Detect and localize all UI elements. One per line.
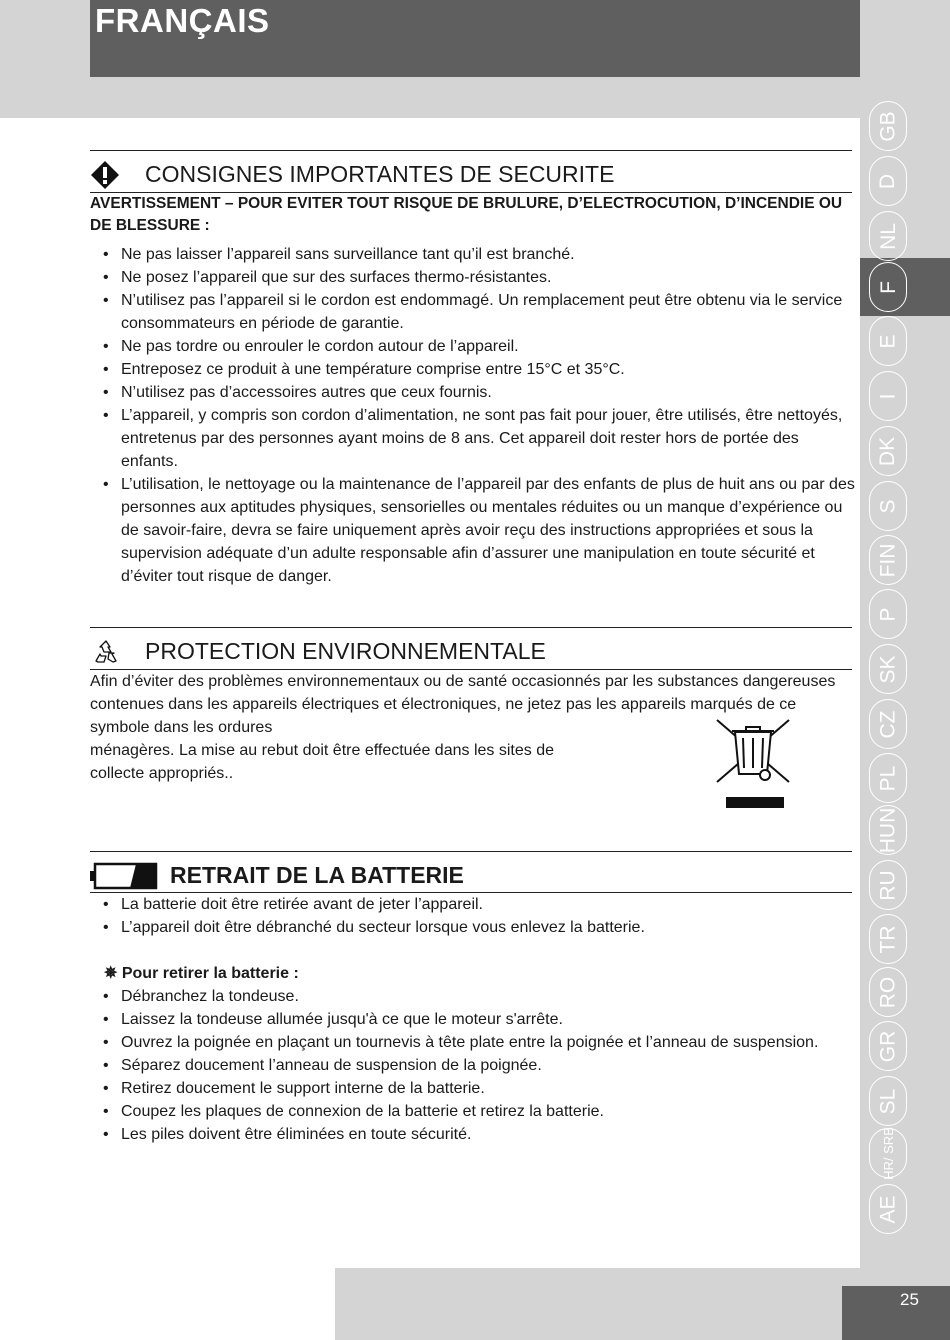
battery-step: • Les piles doivent être éliminées en toute sécurité. (90, 1123, 860, 1146)
environment-paragraph-3: collecte appropriés.. (90, 765, 234, 782)
language-tab-hun[interactable] (869, 805, 907, 855)
language-tab-dk[interactable] (869, 426, 907, 476)
language-tab-ro[interactable] (869, 967, 907, 1017)
language-tab-label: D (876, 173, 900, 189)
battery-section (90, 893, 860, 1146)
battery-title: RETRAIT DE LA BATTERIE (170, 862, 464, 888)
language-tab-pl[interactable] (869, 753, 907, 803)
language-tab-label: CZ (876, 710, 900, 738)
page-number: 25 (900, 1290, 919, 1309)
section-rule (90, 627, 852, 628)
language-tab-hrsrb[interactable] (869, 1128, 907, 1178)
safety-item: • Ne pas tordre ou enrouler le cordon autour de l’appareil. (90, 335, 860, 358)
language-tab-sk[interactable] (869, 644, 907, 694)
language-tab-s[interactable] (869, 481, 907, 531)
language-tab-ae[interactable] (869, 1184, 907, 1234)
language-tab-label: RO (876, 976, 900, 1008)
weee-bin-icon (715, 718, 791, 810)
safety-item: • Entreposez ce produit à une température comprise entre 15°C et 35°C. (90, 358, 860, 381)
battery-item: • L’appareil doit être débranché du secteur lorsque vous enlevez la batterie. (90, 916, 860, 939)
safety-item: • L’utilisation, le nettoyage ou la maintenance de l’appareil par des enfants de plus de huit ans ou par des personnes aux aptitudes physiques, sensorielles ou mentales réduites ou un manque d’expérience ou de savoir-faire, devra se faire uniquement après avoir reçu des instructions appropriées et sous la supervision adéquate d’un adulte responsable afin d’assurer une manipulation en toute sécurité et d’éviter tout risque de danger. (90, 473, 860, 588)
safety-item: • Ne pas laisser l’appareil sans surveillance tant qu’il est branché. (90, 243, 860, 266)
language-tab-label: I (876, 393, 900, 399)
page-title: FRANÇAIS (95, 2, 270, 39)
language-tab-label: E (876, 333, 900, 349)
battery-step: • Laissez la tondeuse allumée jusqu'à ce que le moteur s'arrête. (90, 1008, 860, 1031)
warning-icon (90, 160, 120, 190)
safety-item: • N’utilisez pas d’accessoires autres que ceux fournis. (90, 381, 860, 404)
safety-item: • L’appareil, y compris son cordon d’alimentation, ne sont pas fait pour jouer, être utilisés, être nettoyés, entretenus par des personnes ayant moins de 8 ans. Cet appareil doit rester hors de portée des enfants. (90, 404, 860, 473)
battery-step: • Retirez doucement le support interne de la batterie. (90, 1077, 860, 1100)
language-tab-label: P (876, 606, 900, 622)
section-rule (90, 851, 852, 852)
safety-list (90, 243, 860, 588)
language-tab-label: GR (876, 1030, 900, 1062)
bottom-band (335, 1268, 860, 1340)
environment-title: PROTECTION ENVIRONNEMENTALE (145, 638, 546, 664)
language-tab-tr[interactable] (869, 914, 907, 964)
language-tab-label: SL (876, 1088, 900, 1114)
language-tab-label: TR (876, 925, 900, 953)
language-tab-ru[interactable] (869, 860, 907, 910)
language-tab-label: GB (876, 110, 900, 142)
language-tab-label: HUN (876, 807, 900, 853)
battery-step: • Ouvrez la poignée en plaçant un tournevis à tête plate entre la poignée et l’anneau de suspension. (90, 1031, 860, 1054)
battery-item: • La batterie doit être retirée avant de jeter l’appareil. (90, 893, 860, 916)
language-tab-d[interactable] (869, 156, 907, 206)
language-tab-sl[interactable] (869, 1076, 907, 1126)
language-tab-label: AE (876, 1194, 900, 1224)
safety-item: • Ne posez l’appareil que sur des surfaces thermo-résistantes. (90, 266, 860, 289)
language-tab-label: DK (876, 436, 900, 466)
battery-icon (90, 862, 158, 890)
safety-item: • N’utilisez pas l’appareil si le cordon est endommagé. Un remplacement peut être obtenu via le service consommateurs en période de garantie. (90, 289, 860, 335)
language-tab-p[interactable] (869, 589, 907, 639)
language-tab-gr[interactable] (869, 1021, 907, 1071)
page-number-box (842, 1286, 950, 1340)
battery-steps-list (90, 985, 860, 1146)
recycle-icon (93, 639, 119, 665)
environment-paragraph-1: Afin d’éviter des problèmes environnementaux ou de santé occasionnés par les substances dangereuses contenues dans les appareils électriques et électroniques, ne jetez pas les appareils marqués de ce symbole dans les ordures (90, 673, 836, 736)
header-bar (90, 0, 860, 77)
language-tab-label: SK (876, 654, 900, 684)
language-tab-f[interactable] (869, 262, 907, 312)
language-tab-label: NL (876, 222, 900, 250)
safety-title: CONSIGNES IMPORTANTES DE SECURITE (145, 161, 615, 187)
language-tab-cz[interactable] (869, 699, 907, 749)
language-tab-e[interactable] (869, 316, 907, 366)
warning-heading: AVERTISSEMENT – POUR EVITER TOUT RISQUE DE BRULURE, D’ELECTROCUTION, D’INCENDIE OU DE BLESSURE : (90, 195, 843, 234)
language-tab-label: HR/ SRB (880, 1126, 896, 1180)
language-tab-label: PL (876, 765, 900, 791)
language-tab-nl[interactable] (869, 211, 907, 261)
language-tab-label: F (876, 280, 900, 294)
howto-heading: ✵ Pour retirer la batterie : (104, 965, 299, 982)
safety-section (90, 193, 860, 588)
environment-paragraph-2: ménagères. La mise au rebut doit être effectuée dans les sites de (90, 742, 554, 759)
language-tab-label: S (876, 498, 900, 514)
language-tab-label: FIN (876, 543, 900, 577)
section-rule (90, 150, 852, 151)
language-tab-gb[interactable] (869, 101, 907, 151)
battery-step: • Débranchez la tondeuse. (90, 985, 860, 1008)
battery-list (90, 893, 860, 939)
language-tab-fin[interactable] (869, 535, 907, 585)
battery-step: • Coupez les plaques de connexion de la batterie et retirez la batterie. (90, 1100, 860, 1123)
language-tab-i[interactable] (869, 371, 907, 421)
battery-step: • Séparez doucement l’anneau de suspension de la poignée. (90, 1054, 860, 1077)
language-tab-label: RU (876, 869, 900, 901)
